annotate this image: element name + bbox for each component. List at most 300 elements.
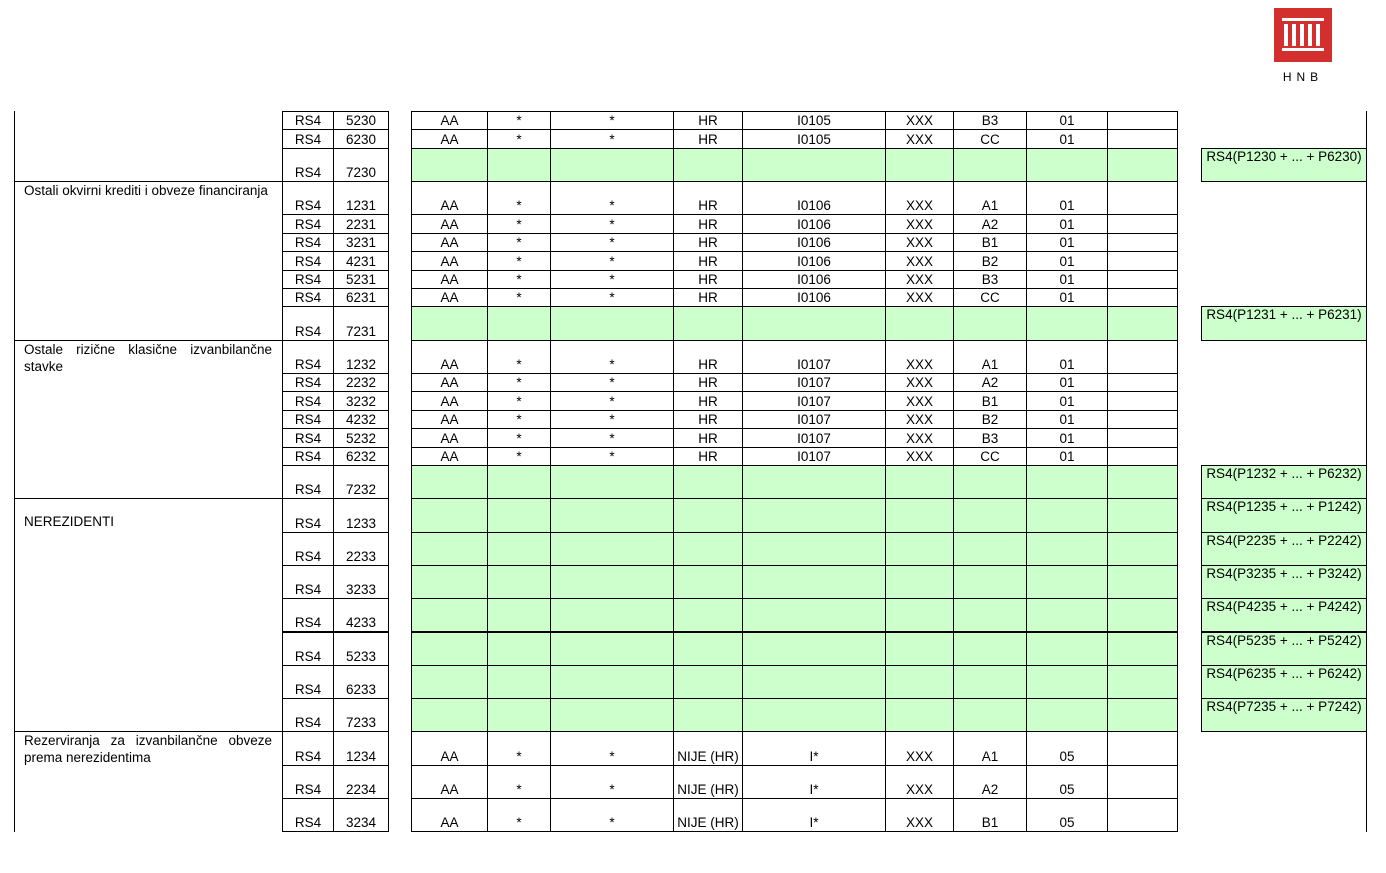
col-aa (411, 270, 488, 289)
col-blank (1107, 498, 1178, 532)
row-rs-text: RS4 (294, 815, 322, 831)
col-instrument-text: I0107 (797, 448, 831, 464)
col-star-2 (550, 251, 674, 270)
col-instrument (742, 129, 886, 148)
col-rating (953, 465, 1027, 499)
col-type (1026, 306, 1108, 340)
col-type (1026, 532, 1108, 566)
col-currency-text: XXX (905, 412, 933, 428)
col-blank (1107, 798, 1178, 832)
col-rating (953, 340, 1027, 374)
col-rating (953, 447, 1027, 466)
col-blank (1107, 373, 1178, 392)
col-currency (885, 665, 954, 699)
col-aa-text: AA (440, 356, 459, 372)
row-rs-text: RS4 (294, 290, 322, 306)
col-rating-text: B1 (981, 235, 999, 251)
col-currency (885, 410, 954, 429)
col-instrument (742, 270, 886, 289)
row-rs (282, 214, 334, 233)
col-currency (885, 447, 954, 466)
col-aa-text: AA (440, 781, 459, 797)
col-country-text: HR (698, 253, 718, 269)
col-type-text: 01 (1059, 216, 1075, 232)
row-code-text: 3234 (345, 815, 377, 831)
col-aa (411, 565, 488, 599)
col-currency (885, 306, 954, 340)
col-aa-text: AA (440, 748, 459, 764)
row-formula-text: RS4(P4235 + ... + P4242) (1206, 599, 1362, 615)
col-star-1-text: * (516, 216, 522, 232)
col-star-2 (550, 129, 674, 148)
col-aa-text: AA (440, 430, 459, 446)
row-code (333, 598, 389, 632)
row-formula-text: RS4(P6235 + ... + P6242) (1206, 665, 1362, 681)
col-type-text: 01 (1059, 131, 1075, 147)
row-rs (282, 288, 334, 307)
row-rs-text: RS4 (294, 356, 322, 372)
col-country-text: HR (698, 198, 718, 214)
col-instrument (742, 233, 886, 252)
col-country (673, 632, 743, 666)
col-currency-text: XXX (905, 781, 933, 797)
row-rs-text: RS4 (294, 448, 322, 464)
row-rs-text: RS4 (294, 615, 322, 631)
row-formula (1201, 532, 1367, 566)
col-aa-text: AA (440, 216, 459, 232)
col-blank (1107, 391, 1178, 410)
col-star-2-text: * (609, 235, 615, 251)
col-country-text: NIJE (HR) (677, 815, 739, 831)
row-formula (1201, 498, 1367, 532)
group-label: Rezerviranja za izvanbilančne obveze prema nerezidentima (24, 733, 272, 766)
col-aa (411, 731, 488, 765)
col-instrument (742, 731, 886, 765)
col-type (1026, 270, 1108, 289)
col-currency (885, 532, 954, 566)
col-aa (411, 498, 488, 532)
row-formula (1201, 148, 1367, 182)
col-star-2-text: * (609, 216, 615, 232)
col-rating (953, 428, 1027, 447)
col-country-text: HR (698, 271, 718, 287)
row-code-text: 3233 (345, 582, 377, 598)
col-blank (1107, 340, 1178, 374)
col-aa (411, 698, 488, 732)
col-star-2 (550, 428, 674, 447)
col-country-text: HR (698, 131, 718, 147)
col-country-text: HR (698, 393, 718, 409)
col-star-1-text: * (516, 393, 522, 409)
col-star-2 (550, 148, 674, 182)
col-star-2 (550, 532, 674, 566)
row-code (333, 565, 389, 599)
col-instrument (742, 306, 886, 340)
row-code-text: 1233 (345, 515, 377, 531)
col-type-text: 05 (1059, 781, 1075, 797)
col-blank (1107, 233, 1178, 252)
col-star-2-text: * (609, 748, 615, 764)
col-star-1-text: * (516, 198, 522, 214)
col-rating-text: A1 (981, 356, 999, 372)
col-instrument (742, 465, 886, 499)
col-star-2 (550, 698, 674, 732)
row-code-text: 6232 (345, 448, 377, 464)
col-type-text: 01 (1059, 113, 1075, 129)
row-rs (282, 233, 334, 252)
col-country-text: HR (698, 113, 718, 129)
row-rs (282, 532, 334, 566)
row-code-text: 1231 (345, 198, 377, 214)
row-rs (282, 373, 334, 392)
col-aa-text: AA (440, 375, 459, 391)
col-type-text: 01 (1059, 430, 1075, 446)
col-star-2 (550, 798, 674, 832)
col-instrument (742, 565, 886, 599)
col-instrument (742, 214, 886, 233)
row-rs (282, 598, 334, 632)
col-aa (411, 340, 488, 374)
row-rs (282, 465, 334, 499)
col-currency (885, 214, 954, 233)
col-rating (953, 698, 1027, 732)
col-aa-text: AA (440, 412, 459, 428)
row-rs-text: RS4 (294, 393, 322, 409)
col-currency (885, 181, 954, 215)
group-divider (14, 340, 283, 341)
col-aa (411, 111, 488, 130)
row-code (333, 632, 389, 666)
col-currency-text: XXX (905, 271, 933, 287)
group-label: Ostali okvirni krediti i obveze financiranja (24, 183, 268, 199)
col-star-2 (550, 665, 674, 699)
row-rs-text: RS4 (294, 582, 322, 598)
row-rs-text: RS4 (294, 165, 322, 181)
col-instrument (742, 765, 886, 799)
col-currency (885, 391, 954, 410)
row-code (333, 111, 389, 130)
col-type (1026, 565, 1108, 599)
col-instrument (742, 111, 886, 130)
col-instrument-text: I0106 (797, 235, 831, 251)
col-type-text: 01 (1059, 412, 1075, 428)
col-instrument-text: I* (809, 781, 819, 797)
row-formula (1201, 565, 1367, 599)
row-formula (1201, 665, 1367, 699)
row-code (333, 251, 389, 270)
col-currency (885, 765, 954, 799)
col-rating (953, 111, 1027, 130)
col-blank (1107, 598, 1178, 632)
col-type (1026, 181, 1108, 215)
col-rating (953, 498, 1027, 532)
col-instrument (742, 181, 886, 215)
col-currency (885, 233, 954, 252)
col-star-2 (550, 465, 674, 499)
col-type (1026, 765, 1108, 799)
col-star-1 (487, 598, 551, 632)
row-rs-text: RS4 (294, 748, 322, 764)
col-country (673, 214, 743, 233)
col-aa (411, 765, 488, 799)
col-instrument-text: I* (809, 748, 819, 764)
col-type-text: 01 (1059, 198, 1075, 214)
row-code-text: 6230 (345, 131, 377, 147)
col-instrument (742, 251, 886, 270)
right-border (1366, 111, 1367, 832)
row-code-text: 1232 (345, 356, 377, 372)
group-divider (14, 181, 283, 182)
col-instrument (742, 665, 886, 699)
col-currency (885, 148, 954, 182)
col-aa (411, 665, 488, 699)
row-rs (282, 129, 334, 148)
col-currency-text: XXX (905, 216, 933, 232)
col-currency (885, 465, 954, 499)
col-currency-text: XXX (905, 356, 933, 372)
row-rs-text: RS4 (294, 430, 322, 446)
col-currency-text: XXX (905, 393, 933, 409)
col-currency (885, 598, 954, 632)
col-country (673, 251, 743, 270)
col-country (673, 148, 743, 182)
col-country-text: NIJE (HR) (677, 781, 739, 797)
row-formula-text: RS4(P1230 + ... + P6230) (1206, 148, 1362, 164)
col-star-1 (487, 288, 551, 307)
col-country (673, 798, 743, 832)
col-instrument-text: I0106 (797, 216, 831, 232)
col-instrument-text: I0105 (797, 113, 831, 129)
col-currency (885, 373, 954, 392)
col-star-2-text: * (609, 448, 615, 464)
col-aa-text: AA (440, 113, 459, 129)
row-rs-text: RS4 (294, 715, 322, 731)
col-rating (953, 665, 1027, 699)
col-star-1-text: * (516, 253, 522, 269)
col-rating-text: B2 (981, 412, 999, 428)
col-currency (885, 251, 954, 270)
row-rs (282, 698, 334, 732)
col-type-text: 01 (1059, 290, 1075, 306)
col-instrument-text: I0106 (797, 271, 831, 287)
col-rating (953, 373, 1027, 392)
col-star-2 (550, 598, 674, 632)
col-rating-text: CC (980, 131, 1000, 147)
col-rating (953, 598, 1027, 632)
col-instrument-text: I0106 (797, 253, 831, 269)
row-formula-text: RS4(P7235 + ... + P7242) (1206, 699, 1362, 715)
col-aa (411, 410, 488, 429)
col-aa (411, 251, 488, 270)
col-star-2 (550, 270, 674, 289)
col-type (1026, 391, 1108, 410)
col-aa (411, 181, 488, 215)
row-rs-text: RS4 (294, 198, 322, 214)
col-currency-text: XXX (905, 235, 933, 251)
col-currency-text: XXX (905, 113, 933, 129)
row-code (333, 181, 389, 215)
row-code-text: 6231 (345, 290, 377, 306)
col-currency (885, 340, 954, 374)
col-blank (1107, 410, 1178, 429)
col-type-text: 01 (1059, 393, 1075, 409)
col-star-1 (487, 111, 551, 130)
row-rs (282, 498, 334, 532)
col-rating-text: B1 (981, 393, 999, 409)
col-rating-text: B2 (981, 253, 999, 269)
col-aa-text: AA (440, 131, 459, 147)
col-country (673, 111, 743, 130)
col-type-text: 01 (1059, 356, 1075, 372)
col-country-text: HR (698, 448, 718, 464)
col-type (1026, 251, 1108, 270)
col-aa (411, 428, 488, 447)
col-aa (411, 148, 488, 182)
col-country (673, 698, 743, 732)
col-aa (411, 532, 488, 566)
col-star-2-text: * (609, 815, 615, 831)
col-country (673, 391, 743, 410)
col-instrument-text: I0107 (797, 430, 831, 446)
col-country-text: HR (698, 412, 718, 428)
row-rs (282, 340, 334, 374)
col-aa-text: AA (440, 253, 459, 269)
col-country (673, 428, 743, 447)
row-code-text: 6233 (345, 682, 377, 698)
row-formula (1201, 465, 1367, 499)
col-blank (1107, 251, 1178, 270)
row-formula-text: RS4(P1232 + ... + P6232) (1206, 466, 1362, 481)
col-star-1-text: * (516, 748, 522, 764)
col-instrument-text: I0106 (797, 290, 831, 306)
row-code (333, 288, 389, 307)
row-rs (282, 565, 334, 599)
col-country (673, 731, 743, 765)
row-formula (1201, 698, 1367, 732)
row-code-text: 4233 (345, 615, 377, 631)
col-country (673, 447, 743, 466)
col-blank (1107, 129, 1178, 148)
row-rs-text: RS4 (294, 375, 322, 391)
col-star-2-text: * (609, 131, 615, 147)
row-code (333, 270, 389, 289)
col-star-1 (487, 214, 551, 233)
col-country (673, 410, 743, 429)
col-country (673, 532, 743, 566)
col-star-2 (550, 288, 674, 307)
col-instrument (742, 698, 886, 732)
col-type (1026, 214, 1108, 233)
row-code-text: 4231 (345, 253, 377, 269)
col-star-1-text: * (516, 271, 522, 287)
col-star-1 (487, 373, 551, 392)
col-blank (1107, 270, 1178, 289)
col-instrument (742, 447, 886, 466)
row-rs (282, 798, 334, 832)
col-aa (411, 465, 488, 499)
col-instrument-text: I0107 (797, 393, 831, 409)
col-aa (411, 129, 488, 148)
col-star-2-text: * (609, 356, 615, 372)
col-rating-text: A1 (981, 748, 999, 764)
col-rating-text: A2 (981, 781, 999, 797)
row-code-text: 7230 (345, 165, 377, 181)
col-type-text: 01 (1059, 253, 1075, 269)
col-star-1 (487, 251, 551, 270)
col-currency-text: XXX (905, 448, 933, 464)
col-rating (953, 798, 1027, 832)
col-instrument-text: I0107 (797, 356, 831, 372)
col-country (673, 306, 743, 340)
row-code-text: 5230 (345, 113, 377, 129)
col-type (1026, 698, 1108, 732)
col-star-1-text: * (516, 131, 522, 147)
col-country-text: HR (698, 430, 718, 446)
col-star-1-text: * (516, 448, 522, 464)
row-code-text: 5233 (345, 648, 377, 664)
row-code (333, 233, 389, 252)
col-currency (885, 798, 954, 832)
row-rs-text: RS4 (294, 682, 322, 698)
col-star-2 (550, 391, 674, 410)
col-aa-text: AA (440, 290, 459, 306)
col-currency (885, 288, 954, 307)
row-code (333, 306, 389, 340)
col-instrument (742, 410, 886, 429)
row-rs (282, 632, 334, 666)
row-code (333, 765, 389, 799)
col-star-1 (487, 447, 551, 466)
col-type (1026, 428, 1108, 447)
col-type (1026, 447, 1108, 466)
row-code (333, 129, 389, 148)
col-instrument-text: I0105 (797, 131, 831, 147)
col-rating (953, 233, 1027, 252)
col-blank (1107, 632, 1178, 666)
col-country-text: HR (698, 356, 718, 372)
col-blank (1107, 698, 1178, 732)
col-rating (953, 632, 1027, 666)
col-star-1-text: * (516, 290, 522, 306)
col-type-text: 05 (1059, 815, 1075, 831)
col-type (1026, 632, 1108, 666)
row-code (333, 798, 389, 832)
col-rating-text: CC (980, 290, 1000, 306)
col-rating (953, 731, 1027, 765)
col-star-1 (487, 465, 551, 499)
col-star-1 (487, 632, 551, 666)
col-instrument (742, 532, 886, 566)
col-rating-text: B1 (981, 815, 999, 831)
col-blank (1107, 428, 1178, 447)
row-rs-text: RS4 (294, 271, 322, 287)
col-star-2 (550, 214, 674, 233)
col-type (1026, 410, 1108, 429)
col-currency (885, 498, 954, 532)
col-star-2 (550, 181, 674, 215)
row-rs-text: RS4 (294, 412, 322, 428)
col-blank (1107, 565, 1178, 599)
row-code (333, 447, 389, 466)
col-aa (411, 306, 488, 340)
col-instrument (742, 288, 886, 307)
col-blank (1107, 214, 1178, 233)
col-country (673, 340, 743, 374)
col-aa (411, 373, 488, 392)
row-code-text: 2234 (345, 781, 377, 797)
col-star-2 (550, 373, 674, 392)
col-star-2 (550, 340, 674, 374)
